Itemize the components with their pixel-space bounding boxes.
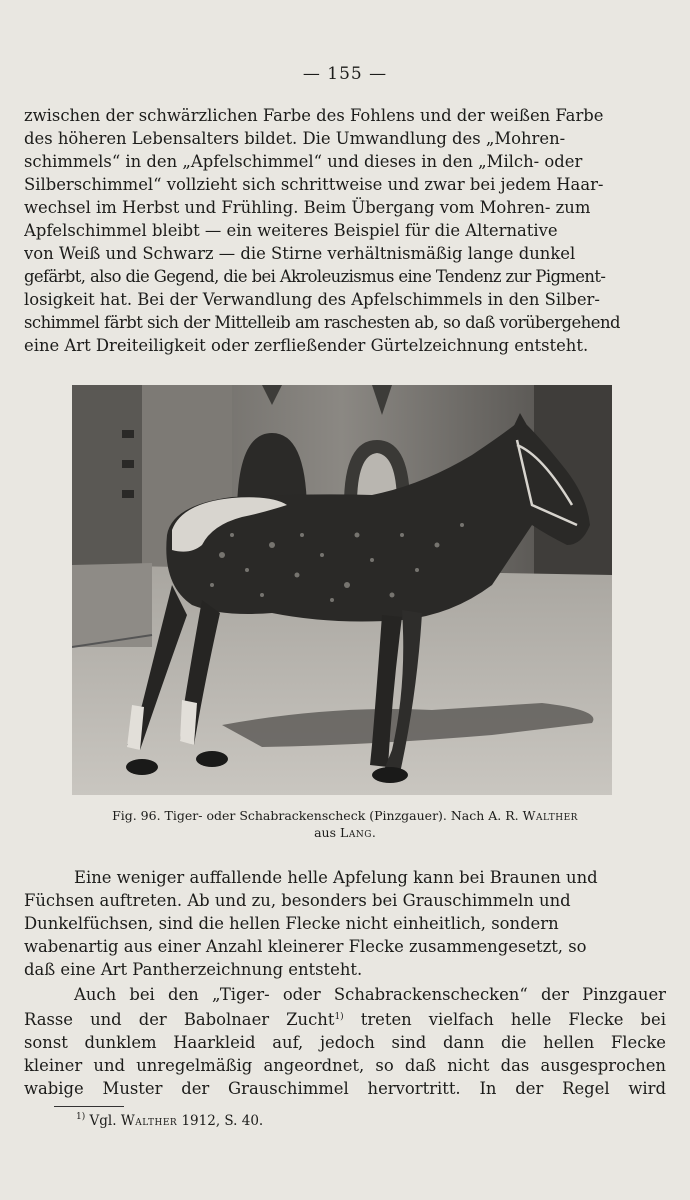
text-line: eine Art Dreiteiligkeit oder zerfließender Gürtelzeichnung entsteht. xyxy=(24,336,589,355)
text-line: schimmel färbt sich der Mittelleib am raschesten ab, so daß vorübergehend xyxy=(24,313,621,332)
text-span: treten vielfach helle Flecke bei xyxy=(343,1010,666,1029)
text-line: von Weiß und Schwarz — die Stirne verhältnismäßig lange dunkel xyxy=(24,244,576,263)
text-line: sonst dunklem Haarkleid auf, jedoch sind dann die hellen Flecke xyxy=(24,1033,666,1052)
caption-source: Lang xyxy=(340,825,372,840)
footnote xyxy=(76,1112,263,1129)
footnote-text: Vgl. xyxy=(85,1113,121,1129)
footnote-divider xyxy=(54,1106,124,1107)
text-line: wechsel im Herbst und Frühling. Beim Übergang vom Mohren- zum xyxy=(24,198,591,217)
footnote-mark: 1) xyxy=(76,1112,86,1122)
caption-line-1 xyxy=(24,807,666,824)
text-line: losigkeit hat. Bei der Verwandlung des Apfelschimmels in den Silber- xyxy=(24,290,600,309)
text-line: wabenartig aus einer Anzahl kleinerer Flecke zusammengesetzt, so xyxy=(24,937,587,956)
text-line: gefärbt, also die Gegend, die bei Akroleuzismus eine Tendenz zur Pigment- xyxy=(24,267,606,286)
text-line: Dunkelfüchsen, sind die hellen Flecke nicht einheitlich, sondern xyxy=(24,914,559,933)
footnote-author: Walther xyxy=(120,1113,178,1129)
page-number: — 155 — xyxy=(302,64,388,84)
horse-photo-illustration xyxy=(72,385,612,795)
figure-photo xyxy=(72,385,612,795)
footnote-reference: 1) xyxy=(334,1012,344,1022)
figure-caption xyxy=(24,807,666,841)
caption-text: aus xyxy=(314,825,341,840)
text-line: Auch bei den „Tiger- oder Schabrackenschecken“ der Pinzgauer xyxy=(74,985,666,1004)
text-line: wabige Muster der Grauschimmel hervortritt. In der Regel wird xyxy=(24,1079,666,1098)
caption-line-2 xyxy=(24,824,666,841)
text-line: Füchsen auftreten. Ab und zu, besonders bei Grauschimmeln und xyxy=(24,891,571,910)
caption-author: Walther xyxy=(522,808,578,823)
text-span: Rasse und der Babolnaer Zucht xyxy=(24,1010,335,1029)
text-line: des höheren Lebensalters bildet. Die Umwandlung des „Mohren- xyxy=(24,129,566,148)
caption-text: Fig. 96. Tiger- oder Schabrackenscheck (Pinzgauer). Nach A. R. xyxy=(112,808,523,823)
footnote-text: 1912, S. 40. xyxy=(177,1113,264,1129)
text-line: Eine weniger auffallende helle Apfelung kann bei Braunen und xyxy=(74,868,598,887)
text-line: zwischen der schwärzlichen Farbe des Fohlens und der weißen Farbe xyxy=(24,106,604,125)
text-line: Apfelschimmel bleibt — ein weiteres Beispiel für die Alternative xyxy=(24,221,558,240)
paragraph-3 xyxy=(24,983,666,1100)
text-line: Silberschimmel“ vollzieht sich schrittweise und zwar bei jedem Haar- xyxy=(24,175,604,194)
text-line: kleiner und unregelmäßig angeordnet, so daß nicht das ausgesprochen xyxy=(24,1056,666,1075)
text-line xyxy=(24,1006,666,1031)
caption-text: . xyxy=(371,825,376,840)
text-line: schimmels“ in den „Apfelschimmel“ und dieses in den „Milch- oder xyxy=(24,152,583,171)
text-line: daß eine Art Pantherzeichnung entsteht. xyxy=(24,960,363,979)
paragraph-1 xyxy=(24,104,666,357)
paragraph-2 xyxy=(24,866,666,981)
